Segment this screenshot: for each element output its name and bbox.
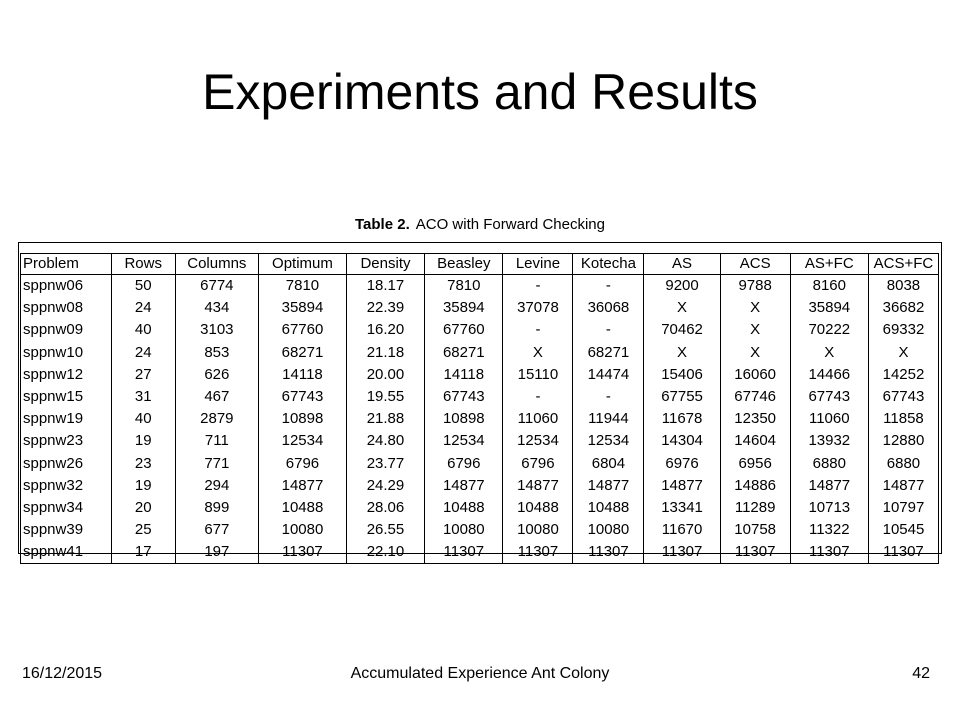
table-cell: sppnw08: [21, 297, 112, 319]
table-cell: 14877: [573, 475, 644, 497]
table-cell: 467: [175, 386, 259, 408]
table-cell: 14304: [644, 430, 720, 452]
table-row: [21, 275, 939, 298]
table-cell: 11670: [644, 519, 720, 541]
table-row: [21, 519, 939, 541]
table-cell: 6796: [259, 453, 347, 475]
table-row: [21, 475, 939, 497]
table-cell: sppnw09: [21, 319, 112, 341]
table-header-row: [21, 254, 939, 275]
table-cell: 18.17: [346, 275, 424, 298]
table-cell: sppnw34: [21, 497, 112, 519]
table-cell: sppnw39: [21, 519, 112, 541]
table-cell: 35894: [790, 297, 868, 319]
table-cell: 16.20: [346, 319, 424, 341]
table-cell: X: [644, 297, 720, 319]
table-cell: -: [573, 319, 644, 341]
table-cell: 11307: [720, 541, 790, 564]
table-cell: 14474: [573, 364, 644, 386]
table-cell: 35894: [425, 297, 503, 319]
table-cell: 26.55: [346, 519, 424, 541]
table-cell: 36068: [573, 297, 644, 319]
column-header: ACS+FC: [868, 254, 938, 275]
table-cell: 14118: [425, 364, 503, 386]
table-cell: X: [790, 342, 868, 364]
table-cell: 37078: [503, 297, 573, 319]
table-cell: 10545: [868, 519, 938, 541]
table-cell: 10080: [259, 519, 347, 541]
table-cell: -: [503, 386, 573, 408]
table-cell: 294: [175, 475, 259, 497]
table-cell: sppnw26: [21, 453, 112, 475]
table-cell: 10080: [425, 519, 503, 541]
table-cell: 11307: [503, 541, 573, 564]
column-header: Levine: [503, 254, 573, 275]
slide-title: Experiments and Results: [202, 64, 758, 120]
table-cell: -: [573, 386, 644, 408]
table-cell: 6956: [720, 453, 790, 475]
table-cell: 11858: [868, 408, 938, 430]
table-cell: 15110: [503, 364, 573, 386]
table-cell: 10898: [259, 408, 347, 430]
table-cell: 13341: [644, 497, 720, 519]
column-header: ACS: [720, 254, 790, 275]
table-cell: 11060: [503, 408, 573, 430]
table-cell: 11060: [790, 408, 868, 430]
results-table: [20, 253, 939, 564]
table-cell: 67743: [868, 386, 938, 408]
table-cell: 14604: [720, 430, 790, 452]
table-cell: 12534: [573, 430, 644, 452]
table-cell: 10797: [868, 497, 938, 519]
column-header: Rows: [111, 254, 175, 275]
table-cell: 67743: [790, 386, 868, 408]
column-header: Beasley: [425, 254, 503, 275]
table-cell: -: [573, 275, 644, 298]
table-cell: 68271: [573, 342, 644, 364]
column-header: AS+FC: [790, 254, 868, 275]
table-cell: sppnw06: [21, 275, 112, 298]
table-cell: 11289: [720, 497, 790, 519]
table-cell: 24.29: [346, 475, 424, 497]
table-cell: 14877: [425, 475, 503, 497]
table-cell: 10758: [720, 519, 790, 541]
table-cell: 14466: [790, 364, 868, 386]
table-cell: 50: [111, 275, 175, 298]
table-row: [21, 386, 939, 408]
table-cell: 23: [111, 453, 175, 475]
table-cell: 68271: [425, 342, 503, 364]
table-cell: 13932: [790, 430, 868, 452]
table-cell: 14886: [720, 475, 790, 497]
table-cell: sppnw12: [21, 364, 112, 386]
table-cell: 24.80: [346, 430, 424, 452]
table-cell: 11307: [573, 541, 644, 564]
table-cell: 12534: [425, 430, 503, 452]
table-cell: 11307: [259, 541, 347, 564]
table-cell: 11307: [790, 541, 868, 564]
table-cell: X: [720, 319, 790, 341]
table-cell: 40: [111, 408, 175, 430]
table-cell: 14877: [790, 475, 868, 497]
table-cell: X: [868, 342, 938, 364]
table-cell: sppnw15: [21, 386, 112, 408]
table-cell: 14118: [259, 364, 347, 386]
table-row: [21, 408, 939, 430]
table-row: [21, 364, 939, 386]
table-cell: 27: [111, 364, 175, 386]
table-cell: 17: [111, 541, 175, 564]
table-cell: 11678: [644, 408, 720, 430]
footer-title: Accumulated Experience Ant Colony: [350, 665, 610, 682]
table-cell: 6804: [573, 453, 644, 475]
column-header: Kotecha: [573, 254, 644, 275]
table-cell: 15406: [644, 364, 720, 386]
table-cell: 10898: [425, 408, 503, 430]
table-cell: 67760: [425, 319, 503, 341]
table-row: [21, 430, 939, 452]
table-cell: 12880: [868, 430, 938, 452]
table-cell: 12350: [720, 408, 790, 430]
table-row: [21, 497, 939, 519]
table-cell: 22.39: [346, 297, 424, 319]
table-cell: -: [503, 319, 573, 341]
table-cell: 67746: [720, 386, 790, 408]
table-cell: 28.06: [346, 497, 424, 519]
table-cell: 70462: [644, 319, 720, 341]
table-cell: -: [503, 275, 573, 298]
column-header: Density: [346, 254, 424, 275]
table-cell: 14877: [644, 475, 720, 497]
table-cell: 22.10: [346, 541, 424, 564]
table-cell: 6880: [790, 453, 868, 475]
table-cell: 14877: [503, 475, 573, 497]
table-row: [21, 342, 939, 364]
table-cell: 6796: [503, 453, 573, 475]
table-cell: X: [720, 342, 790, 364]
table-cell: 19: [111, 430, 175, 452]
table-caption-label: Table 2.: [355, 216, 410, 233]
table-cell: 677: [175, 519, 259, 541]
table-cell: 12534: [503, 430, 573, 452]
table-cell: 12534: [259, 430, 347, 452]
table-cell: 9788: [720, 275, 790, 298]
table-cell: 14877: [868, 475, 938, 497]
table-caption: [0, 215, 960, 235]
column-header: Problem: [21, 254, 112, 275]
table-row: [21, 297, 939, 319]
table-cell: 10080: [573, 519, 644, 541]
table-cell: 24: [111, 297, 175, 319]
table-cell: 6880: [868, 453, 938, 475]
table-cell: 10713: [790, 497, 868, 519]
table-cell: 36682: [868, 297, 938, 319]
table-cell: 10488: [573, 497, 644, 519]
table-cell: 35894: [259, 297, 347, 319]
table-cell: X: [503, 342, 573, 364]
table-cell: 67743: [259, 386, 347, 408]
page-number: 42: [912, 665, 930, 682]
table-cell: 6976: [644, 453, 720, 475]
table-cell: 25: [111, 519, 175, 541]
table-cell: 10488: [503, 497, 573, 519]
table-cell: sppnw10: [21, 342, 112, 364]
table-cell: 899: [175, 497, 259, 519]
table-cell: 24: [111, 342, 175, 364]
table-cell: 69332: [868, 319, 938, 341]
table-caption-text: ACO with Forward Checking: [415, 216, 605, 233]
table-cell: 626: [175, 364, 259, 386]
table-cell: 23.77: [346, 453, 424, 475]
table-cell: sppnw41: [21, 541, 112, 564]
table-cell: 19: [111, 475, 175, 497]
table-cell: 11307: [644, 541, 720, 564]
table-row: [21, 541, 939, 564]
table-cell: 7810: [259, 275, 347, 298]
table-cell: 31: [111, 386, 175, 408]
table-cell: 7810: [425, 275, 503, 298]
table-cell: 19.55: [346, 386, 424, 408]
table-cell: 10488: [425, 497, 503, 519]
footer-date: 16/12/2015: [22, 665, 103, 682]
table-cell: X: [644, 342, 720, 364]
table-cell: 67760: [259, 319, 347, 341]
table-cell: 771: [175, 453, 259, 475]
table-cell: 68271: [259, 342, 347, 364]
table-cell: 853: [175, 342, 259, 364]
table-cell: 11322: [790, 519, 868, 541]
table-cell: 6774: [175, 275, 259, 298]
table-cell: 67743: [425, 386, 503, 408]
table-cell: 11944: [573, 408, 644, 430]
table-row: [21, 453, 939, 475]
table-cell: 10080: [503, 519, 573, 541]
table-cell: 21.18: [346, 342, 424, 364]
table-cell: 14252: [868, 364, 938, 386]
table-cell: 711: [175, 430, 259, 452]
table-cell: 20: [111, 497, 175, 519]
table-cell: 6796: [425, 453, 503, 475]
table-cell: 8160: [790, 275, 868, 298]
column-header: Columns: [175, 254, 259, 275]
table-cell: 21.88: [346, 408, 424, 430]
table-cell: 70222: [790, 319, 868, 341]
table-cell: 9200: [644, 275, 720, 298]
column-header: AS: [644, 254, 720, 275]
table-cell: 3103: [175, 319, 259, 341]
table-cell: 8038: [868, 275, 938, 298]
table-cell: sppnw32: [21, 475, 112, 497]
table-cell: 2879: [175, 408, 259, 430]
table-cell: 14877: [259, 475, 347, 497]
table-cell: 20.00: [346, 364, 424, 386]
table-cell: sppnw19: [21, 408, 112, 430]
table-cell: 40: [111, 319, 175, 341]
table-cell: 434: [175, 297, 259, 319]
table-row: [21, 319, 939, 341]
column-header: Optimum: [259, 254, 347, 275]
table-cell: 67755: [644, 386, 720, 408]
table-cell: 11307: [868, 541, 938, 564]
table-cell: X: [720, 297, 790, 319]
table-cell: 11307: [425, 541, 503, 564]
table-cell: 16060: [720, 364, 790, 386]
table-cell: 197: [175, 541, 259, 564]
table-cell: sppnw23: [21, 430, 112, 452]
table-cell: 10488: [259, 497, 347, 519]
